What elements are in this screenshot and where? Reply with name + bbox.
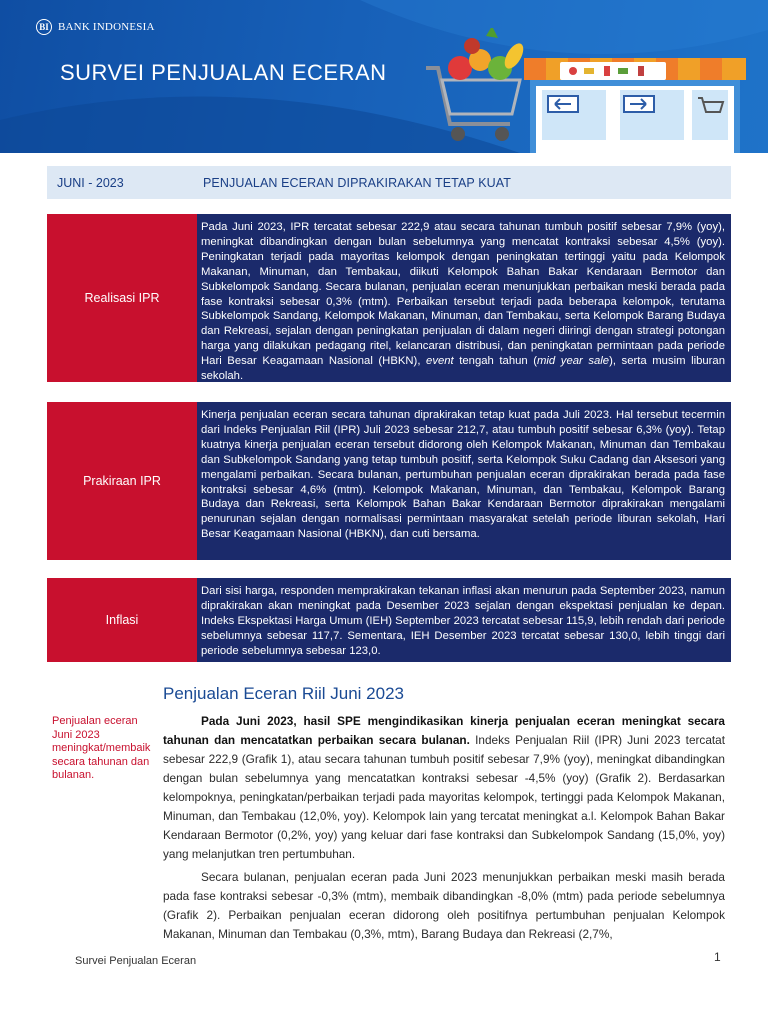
box-text: Dari sisi harga, responden memprakirakan tekanan inflasi akan menurun pada September 2023, namun diprakirakan akan meningkat pada Desember 2023 sejalan dengan ekspektasi penjualan ke depan. Indeks Ekspektasi Harga Umum (IEH) September 2023 tercatat sebesar 115,9, lebih rendah dari periode sebelumnya sebesar 117,7. Sementara, IEH Desember 2023 tercatat sebesar 130,0, lebih tinggi dari periode sebelumnya sebesar 123,0. — [197, 578, 731, 662]
header-banner — [0, 0, 768, 153]
shop-illustration — [420, 28, 750, 153]
paragraph-text: Indeks Penjualan Riil (IPR) Juni 2023 tercatat sebesar 222,9 (Grafik 1), atau secara tahunan tumbuh positif sebesar 7,9% (yoy), meningkat dibandingkan dengan bulan sebelumnya yang mencatatkan kontraksi sebesar -4,5% (yoy) (Grafik 2). Berdasarkan kelompoknya, peningkatan/perbaikan terjadi pada mayoritas kelompok, tertinggi pada Kelompok Makanan, Minuman, dan Tembakau (12,0%, yoy). Kelompok lain yang tercatat meningkat a.l. Kelompok Bahan Bakar Kendaraan Bermotor (0,2%, yoy) yang keluar dari fase kontraksi dan Subkelompok Sandang (15,0%, yoy) yang melanjutkan tren pertumbuhan. — [163, 733, 726, 861]
paragraph: Secara bulanan, penjualan eceran pada Juni 2023 menunjukkan perbaikan meski masih berada pada fase kontraksi sebesar -0,3% (mtm), membaik dibandingkan -8,0% (mtm) pada periode sebelumnya (Grafik 2). Perbaikan penjualan eceran didorong oleh positifnya pertumbuhan penjualan Kelompok Makanan, Minuman dan Tembakau (0,3%, mtm), Barang Budaya dan Rekreasi (2,7%, — [163, 870, 725, 941]
bank-logo — [36, 19, 155, 35]
paragraph — [163, 712, 725, 864]
box-text-italic: mid year sale — [537, 355, 610, 368]
headline-title: PENJUALAN ECERAN DIPRAKIRAKAN TETAP KUAT — [203, 175, 512, 190]
box-text-part: tengah tahun ( — [453, 355, 538, 368]
box-label: Prakiraan IPR — [47, 402, 197, 560]
page-number: 1 — [714, 950, 721, 964]
logo-text: BANK INDONESIA — [58, 21, 155, 33]
box-text-part: Pada Juni 2023, IPR tercatat sebesar 222,9 atau secara tahunan tumbuh positif sebesar 7,9% (yoy), meningkat dibandingkan dengan bulan sebelumnya yang mencatat kontraksi sebesar 4,5% (yoy). Peningkatan terjadi pada mayoritas kelompok dengan peningkatan tertinggi yaitu pada Kelompok Makanan, Minuman, dan Tembakau, diikuti Kelompok Bahan Bakar Kendaraan Bermotor dan Subkelompok Sandang. Secara bulanan, penjualan eceran menunjukkan perbaikan meski berada pada fase kontraksi sebesar 0,3% (mtm). Perbaikan tersebut terjadi pada beberapa kelompok, terutama Subkelompok Sandang, Kelompok Makanan, Minuman, dan Tembakau, serta Kelompok Barang Budaya dan Rekreasi, sejalan dengan peningkatan penjualan di dalam negeri diiringi dengan strategi potongan harga yang dilakukan pedagang ritel, kelancaran distribusi, dan peningkatan permintaan pada periode Hari Besar Keagamaan Nasional (HBKN), — [201, 221, 725, 368]
footer-title: Survei Penjualan Eceran — [75, 955, 197, 967]
logo-mark: BI — [36, 19, 52, 35]
box-text-part: ), serta musim liburan sekolah. — [201, 355, 725, 383]
headline-bar — [47, 166, 731, 199]
report-month: JUNI - 2023 — [57, 175, 124, 190]
summary-box-realisasi — [47, 214, 731, 382]
paragraph-lead: Pada Juni 2023, hasil SPE mengindikasikan kinerja penjualan eceran meningkat secara tahunan dan mencatatkan perbaikan secara bulanan. — [163, 714, 725, 747]
box-label: Inflasi — [47, 578, 197, 662]
box-label: Realisasi IPR — [47, 214, 197, 382]
box-text-italic: event — [426, 355, 454, 368]
report-title: SURVEI PENJUALAN ECERAN — [60, 60, 387, 85]
box-text — [197, 214, 731, 382]
section-title: Penjualan Eceran Riil Juni 2023 — [163, 684, 404, 703]
summary-box-prakiraan — [47, 402, 731, 560]
side-note: Penjualan eceran Juni 2023 meningkat/membaik secara tahunan dan bulanan. — [52, 715, 151, 781]
article-body — [163, 712, 725, 948]
summary-box-inflasi — [47, 578, 731, 662]
box-text: Kinerja penjualan eceran secara tahunan diprakirakan tetap kuat pada Juli 2023. Hal tersebut tecermin dari Indeks Penjualan Riil (IPR) Juli 2023 sebesar 212,7, atau tumbuh positif sebesar 6,3% (yoy). Tetap kuatnya kinerja penjualan eceran tersebut didorong oleh Kelompok Makanan, Minuman dan Tembakau dan Subkelompok Sandang yang tetap tumbuh positif, serta Kelompok Suku Cadang dan Aksesori yang mengalami perbaikan. Secara bulanan, pertumbuhan penjualan eceran diprakirakan berada pada fase kontraksi sebesar 4,6% (mtm). Kelompok Makanan, Minuman, dan Tembakau, Kelompok Barang Budaya dan Rekreasi, serta Kelompok Bahan Bakar Kendaraan Bermotor diprakirakan mengalami penurunan sejalan dengan normalisasi permintaan masyarakat setelah periode liburan sekolah, Hari Besar Keagamaan Nasional (HBKN), dan cuti bersama. — [197, 402, 731, 560]
